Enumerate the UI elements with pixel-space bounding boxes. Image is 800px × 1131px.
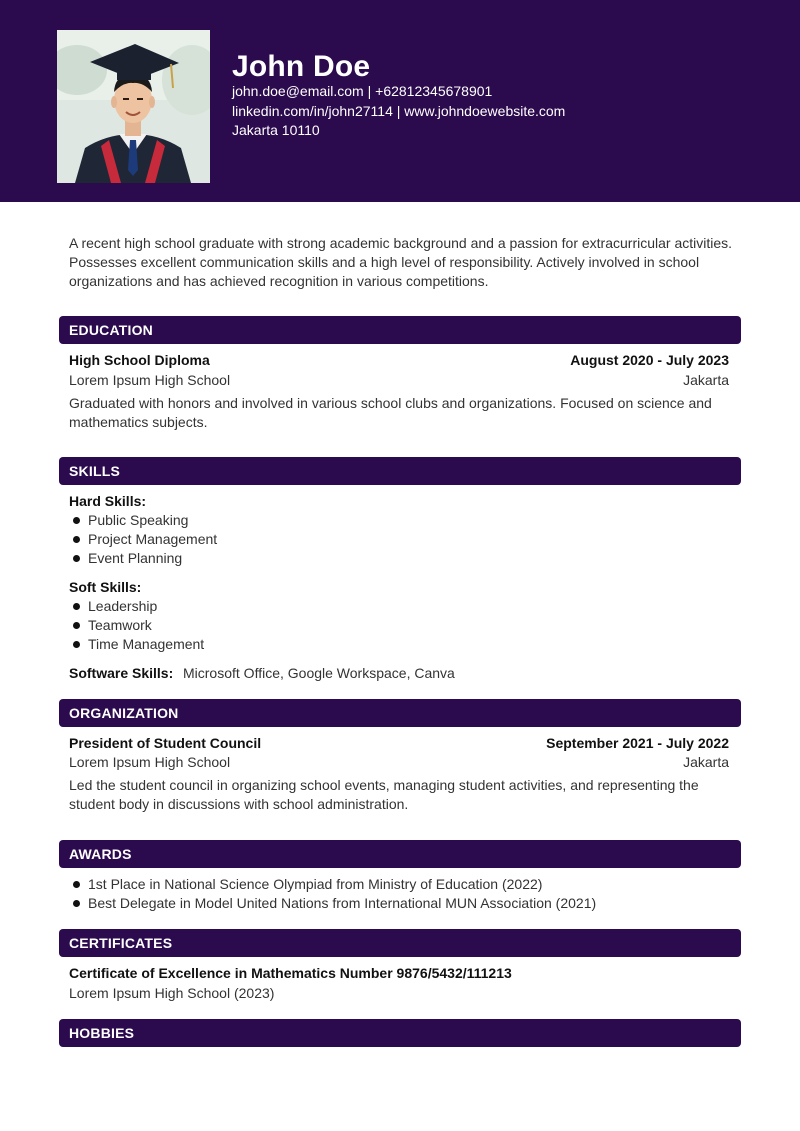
section-title: AWARDS [69, 846, 132, 862]
hobbies-section-header [59, 1019, 741, 1047]
profile-photo [57, 30, 210, 183]
contact-email-phone: john.doe@email.com | +62812345678901 [232, 83, 493, 99]
certificate-issuer: Lorem Ipsum High School (2023) [69, 985, 275, 1001]
soft-skill: Teamwork [88, 617, 152, 633]
software-skills-value: Microsoft Office, Google Workspace, Canva [183, 665, 455, 681]
skills-section-header [59, 457, 741, 485]
section-title: CERTIFICATES [69, 935, 173, 951]
education-section-header [59, 316, 741, 344]
award-item: Best Delegate in Model United Nations from International MUN Association (2021) [88, 895, 597, 911]
education-degree: High School Diploma [69, 352, 210, 368]
candidate-name: John Doe [232, 50, 371, 83]
organization-location: Jakarta [683, 754, 729, 770]
bullet-icon [73, 536, 80, 543]
soft-skill: Time Management [88, 636, 205, 652]
bullet-icon [73, 555, 80, 562]
section-title: ORGANIZATION [69, 705, 179, 721]
summary-text: A recent high school graduate with strong academic background and a passion for extracurricular activities. Possesses excellent communication skills and a high level of responsibility. Actively involved in school organizations and has achieved recognition in various competitions. [69, 235, 733, 289]
organization-description: Led the student council in organizing school events, managing student activities, and representing the student body in discussions with school administration. [69, 777, 699, 812]
certificates-section-header [59, 929, 741, 957]
software-skills-label: Software Skills: [69, 665, 174, 681]
contact-links: linkedin.com/in/john27114 | www.johndoewebsite.com [232, 103, 566, 119]
section-title: SKILLS [69, 463, 120, 479]
awards-section-header [59, 840, 741, 868]
soft-skill: Leadership [88, 598, 158, 614]
education-location: Jakarta [683, 372, 729, 388]
hard-skill: Project Management [88, 531, 218, 547]
bullet-icon [73, 603, 80, 610]
education-school: Lorem Ipsum High School [69, 372, 231, 388]
organization-dates: September 2021 - July 2022 [546, 735, 729, 751]
hard-skill: Event Planning [88, 550, 183, 566]
bullet-icon [73, 641, 80, 648]
education-description: Graduated with honors and involved in various school clubs and organizations. Focused on science and mathematics subjects. [69, 395, 712, 430]
resume-header [0, 0, 800, 202]
bullet-icon [73, 881, 80, 888]
section-title: EDUCATION [69, 322, 153, 338]
award-item: 1st Place in National Science Olympiad from Ministry of Education (2022) [88, 876, 543, 892]
bullet-icon [73, 622, 80, 629]
hard-skills-label: Hard Skills: [69, 493, 147, 509]
contact-address: Jakarta 10110 [232, 122, 320, 138]
bullet-icon [73, 517, 80, 524]
organization-school: Lorem Ipsum High School [69, 754, 231, 770]
hard-skill: Public Speaking [88, 512, 189, 528]
bullet-icon [73, 900, 80, 907]
organization-section-header [59, 699, 741, 727]
education-dates: August 2020 - July 2023 [570, 352, 729, 368]
certificate-name: Certificate of Excellence in Mathematics Number 9876/5432/111213 [69, 965, 512, 981]
organization-role: President of Student Council [69, 735, 262, 751]
soft-skills-label: Soft Skills: [69, 579, 142, 595]
section-title: HOBBIES [69, 1025, 135, 1041]
